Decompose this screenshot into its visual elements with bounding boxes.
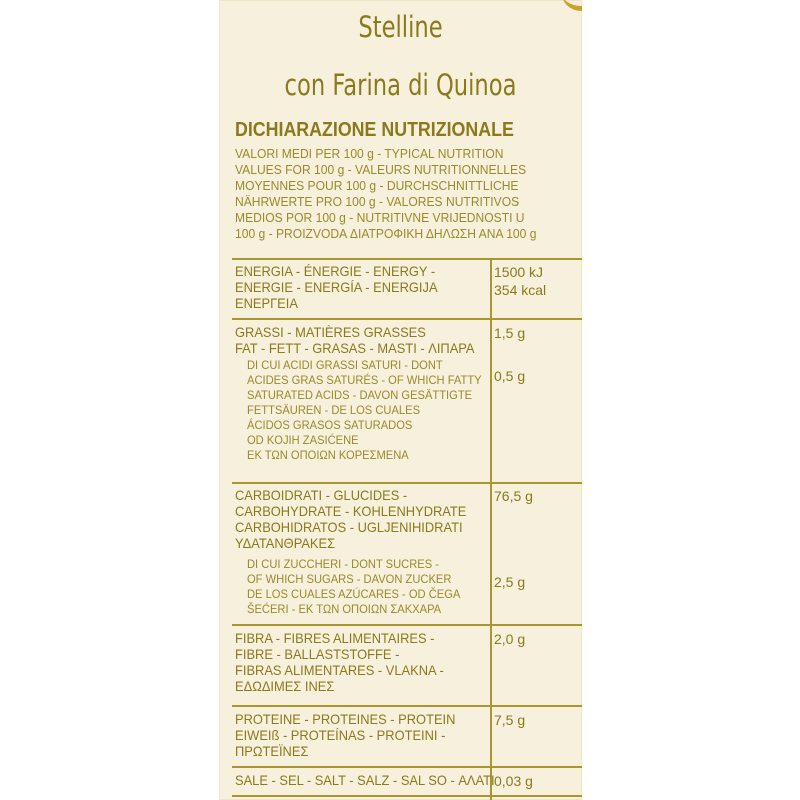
sugars-label-line: ŠEĆERI - ΕΚ ΤΩΝ ΟΠΟΙΩΝ ΣΑΚΧΑΡΑ (247, 602, 442, 616)
carbohydrate-value-text: 76,5 g (494, 488, 533, 504)
intro-line: MEDIOS POR 100 g - NUTRITIVNE VRIJEDNOSTI U (235, 210, 525, 225)
fibre-label-line: FIBRA - FIBRES ALIMENTAIRES - (235, 630, 435, 646)
saturated-fat-value-text: 0,5 g (494, 368, 526, 384)
intro-line: MOYENNES POUR 100 g - DURCHSCHNITTLICHE (235, 178, 519, 193)
saturated-fat-line: ÁCIDOS GRASOS SATURADOS (247, 418, 413, 432)
table-rule (232, 318, 582, 320)
salt-label-line: SALE - SEL - SALT - SALZ - SAL SO - ΑΛΑΤΙ (235, 772, 495, 788)
carbohydrate-label-line: ΥΔΑΤΑΝΘΡΑΚΕΣ (235, 535, 336, 551)
fat-value (494, 324, 525, 342)
sugars-label-line: DI CUI ZUCCHERI - DONT SUCRES - (247, 557, 440, 571)
sugars-value (494, 573, 525, 591)
saturated-fat-line: SATURATED ACIDS - DAVON GESÄTTIGTE (247, 388, 473, 402)
energy-label-line: ENERGIE - ENERGÍA - ENERGIJA (235, 279, 438, 295)
fibre-label-line: ΕΔΩΔΙΜΕΣ ΙΝΕΣ (235, 678, 335, 694)
intro-line: VALORI MEDI PER 100 g - TYPICAL NUTRITION (235, 146, 504, 161)
table-rule (232, 766, 582, 768)
fibre-label-line: FIBRAS ALIMENTARES - VLAKNA - (235, 662, 444, 678)
fibre-label-line: FIBRE - BALLASTSTOFFE - (235, 646, 400, 662)
sugars-label-line: DE LOS CUALES AZÚCARES - OD ČEGA (247, 587, 461, 601)
saturated-fat-line: ΕΚ ΤΩΝ ΟΠΟΙΩΝ ΚΟΡΕΣΜΕΝΑ (247, 448, 409, 462)
nutrition-heading: DICHIARAZIONE NUTRIZIONALE (235, 119, 514, 141)
table-rule (232, 482, 582, 484)
intro-line: VALUES FOR 100 g - VALEURS NUTRITIONNELLES (235, 162, 527, 177)
carbohydrate-label-line: CARBOHIDRATOS - UGLJENIHIDRATI (235, 519, 463, 535)
fat-label-line: FAT - FETT - GRASAS - MASTI - ΛΙΠΑΡΑ (235, 340, 475, 356)
table-rule (232, 258, 582, 260)
salt-value (494, 772, 533, 790)
saturated-fat-label (247, 358, 499, 463)
saturated-fat-line: ACIDES GRAS SATURÉS - OF WHICH FATTY (247, 373, 482, 387)
saturated-fat-line: DI CUI ACIDI GRASSI SATURI - DONT (247, 358, 443, 372)
table-rule (232, 624, 582, 626)
fat-label (235, 324, 495, 356)
table-rule (232, 705, 582, 707)
sugars-label-line: OF WHICH SUGARS - DAVON ZUCKER (247, 572, 452, 586)
salt-value-text: 0,03 g (494, 773, 533, 789)
saturated-fat-line: FETTSÄUREN - DE LOS CUALES (247, 403, 421, 417)
fat-value-text: 1,5 g (494, 325, 526, 341)
energy-label (235, 263, 455, 311)
energy-kj: 1500 kJ (494, 264, 544, 280)
package-panel (219, 0, 582, 800)
energy-label-line: ΕΝΕΡΓΕΙΑ (235, 295, 298, 311)
product-name: Stelline (358, 10, 443, 44)
logo-swoosh (561, 0, 582, 11)
sugars-label (247, 557, 476, 617)
carbohydrate-label-line: CARBOHYDRATE - KOHLENHYDRATE (235, 503, 467, 519)
sugars-value-text: 2,5 g (494, 574, 526, 590)
intro-line: NÄHRWERTE PRO 100 g - VALORES NUTRITIVOS (235, 194, 520, 209)
fat-label-line: GRASSI - MATIÈRES GRASSES (235, 324, 426, 340)
product-subtitle: con Farina di Quinoa (284, 68, 517, 102)
protein-value-text: 7,5 g (494, 712, 526, 728)
protein-label-line: PROTEINE - PROTEINES - PROTEIN (235, 711, 456, 727)
fibre-label (235, 630, 462, 694)
salt-label (235, 772, 517, 788)
protein-label-line: EIWEIß - PROTEÍNAS - PROTEINI - (235, 727, 446, 743)
carbohydrate-label (235, 487, 487, 551)
saturated-fat-value (494, 367, 525, 385)
energy-value (494, 263, 546, 299)
intro-line: 100 g - PROIZVODA ΔΙΑΤΡΟΦΙΚΗ ΔΗΛΩΣΗ ΑΝΑ 100 g (235, 226, 537, 241)
energy-label-line: ENERGIA - ÉNERGIE - ENERGY - (235, 263, 436, 279)
fibre-value-text: 2,0 g (494, 631, 526, 647)
energy-kcal: 354 kcal (494, 282, 547, 298)
fibre-value (494, 630, 525, 648)
carbohydrate-label-line: CARBOIDRATI - GLUCIDES - (235, 487, 408, 503)
protein-label (235, 711, 475, 759)
protein-label-line: ΠΡΩΤΕΪΝΕΣ (235, 743, 309, 759)
table-rule (232, 795, 582, 797)
carbohydrate-value (494, 487, 533, 505)
saturated-fat-line: OD KOJIH ZASIĆENE (247, 433, 359, 447)
protein-value (494, 711, 525, 729)
nutrition-intro (235, 146, 582, 242)
